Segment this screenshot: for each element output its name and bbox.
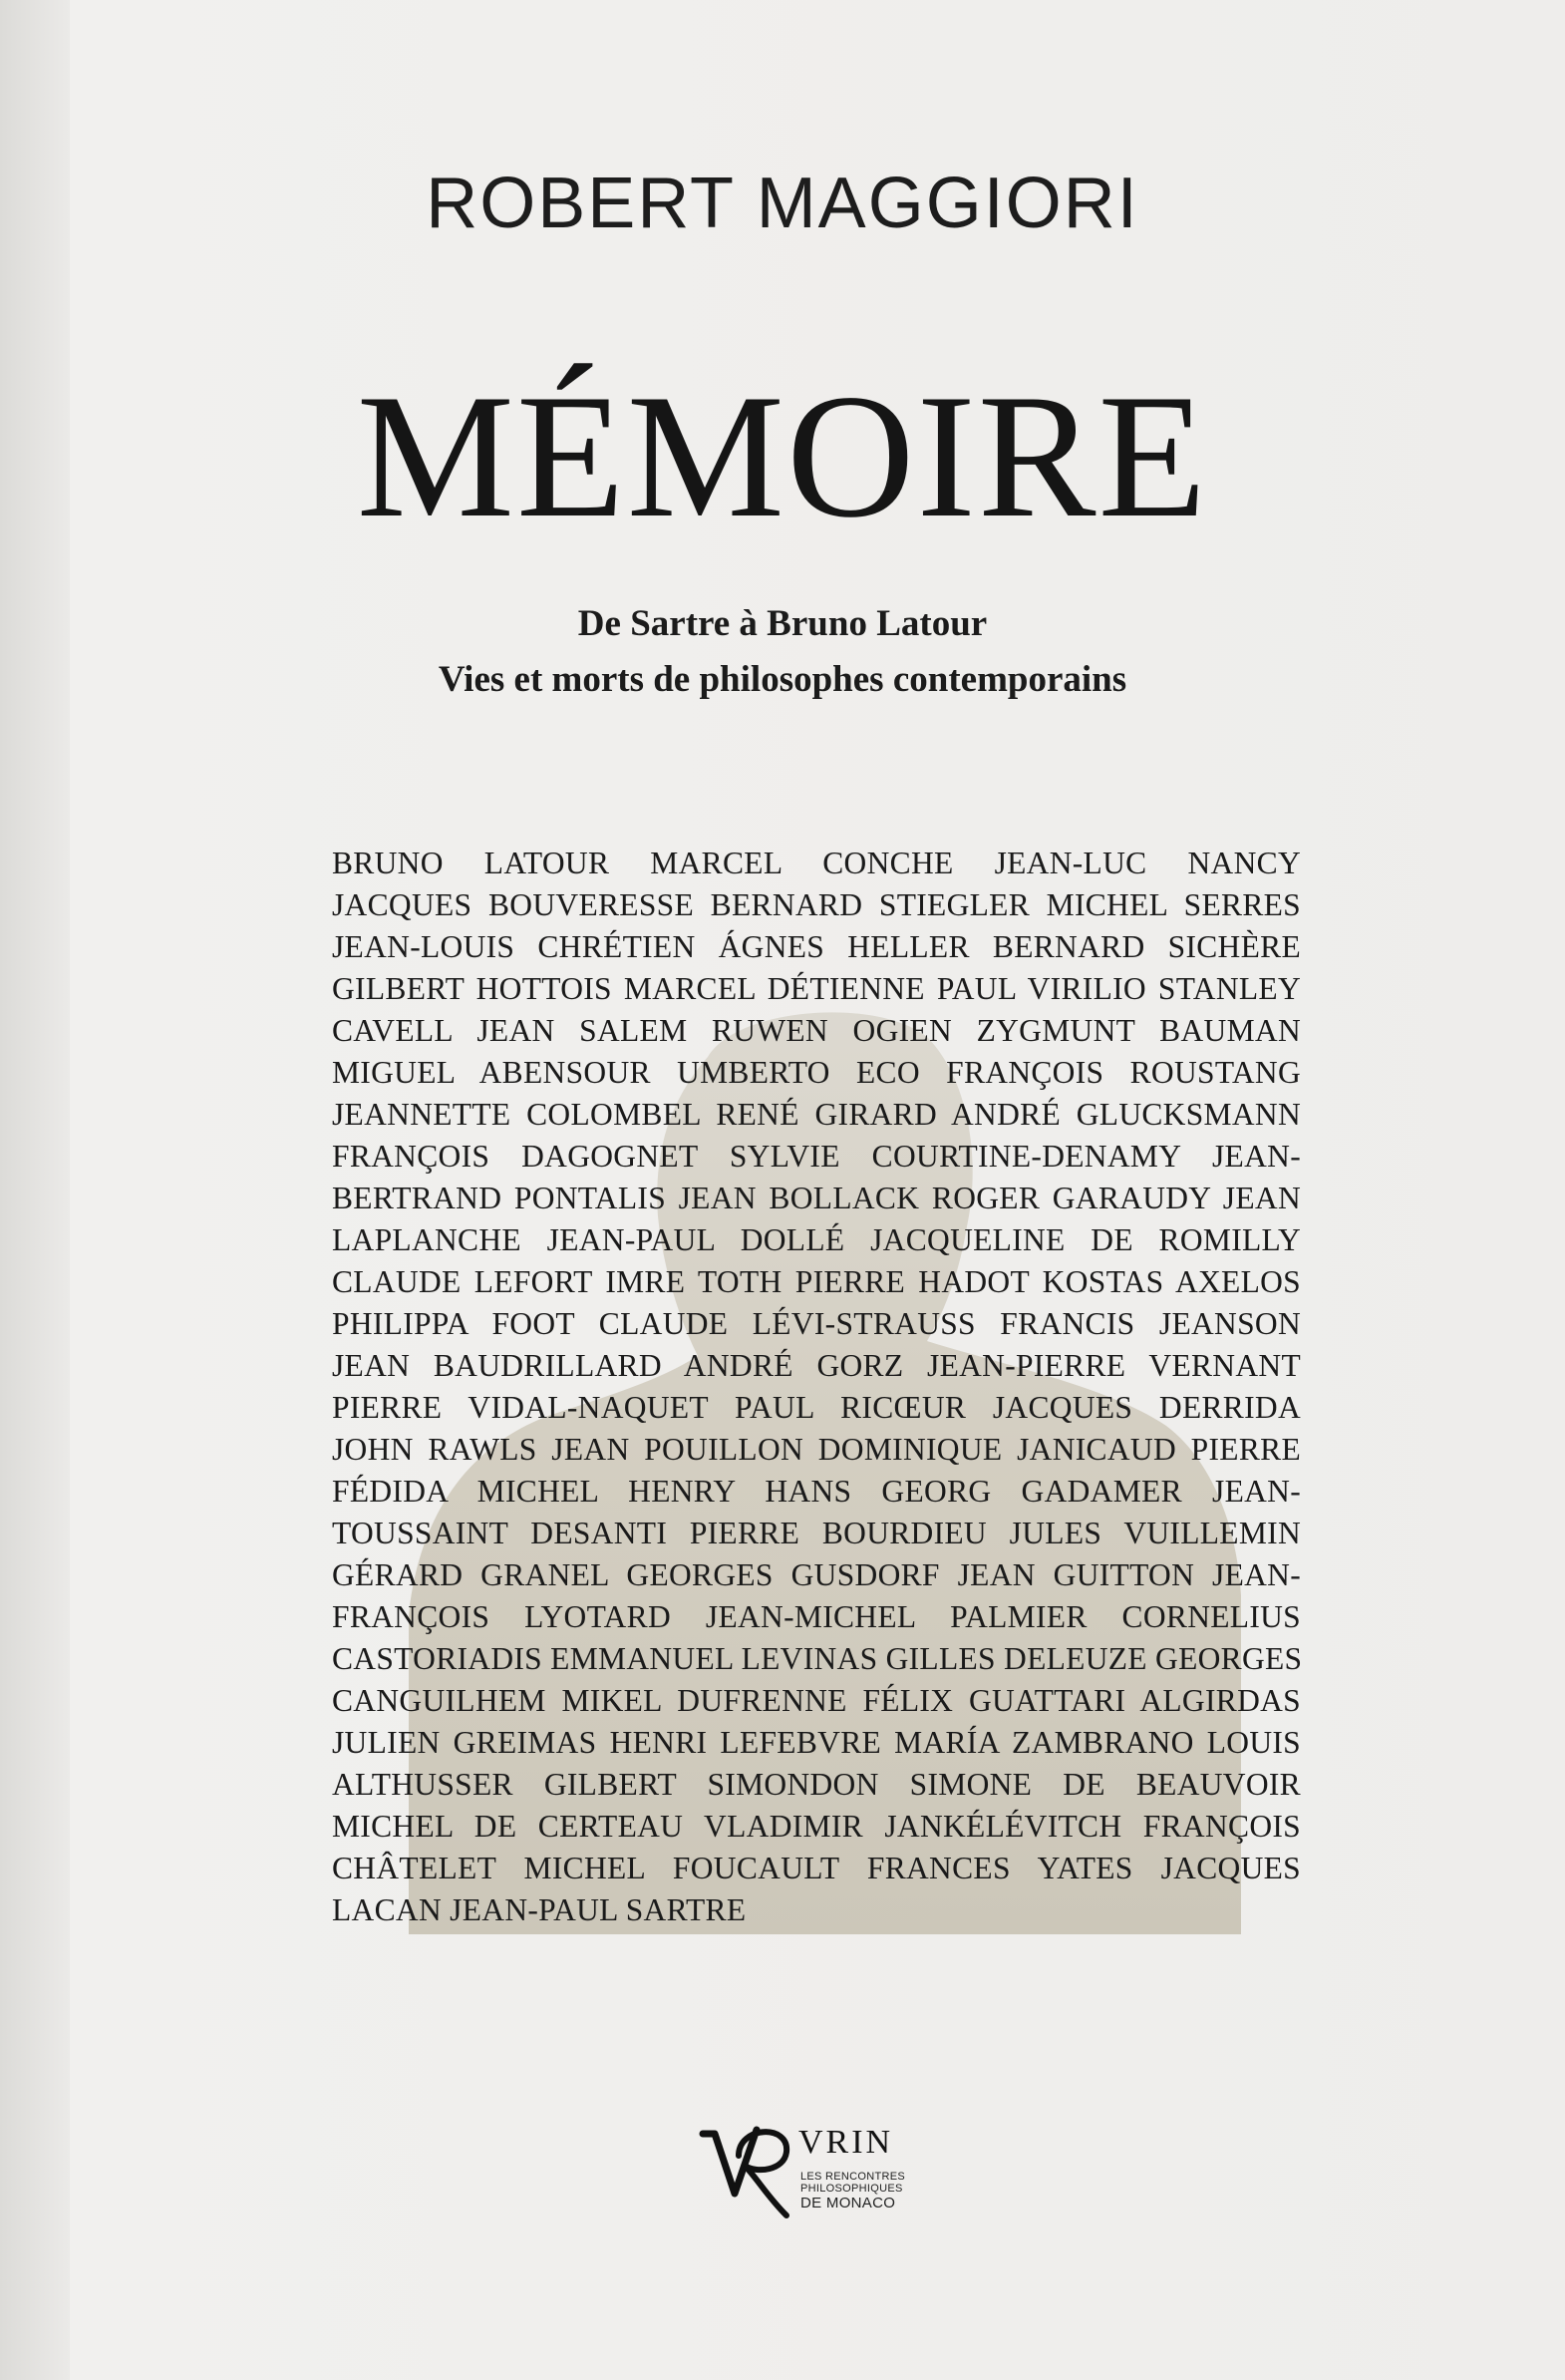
subtitle-line-1: De Sartre à Bruno Latour [577, 603, 988, 644]
imprint-line-2: PHILOSOPHIQUES [800, 2183, 903, 2195]
names-line: MICHEL DE CERTEAU VLADIMIR JANKÉLÉVITCH FRANÇOIS [332, 1809, 1301, 1844]
publisher-name: VRIN [798, 2124, 894, 2161]
names-line: CLAUDE LEFORT IMRE TOTH PIERRE HADOT KOSTAS AXELOS [332, 1264, 1301, 1299]
names-line: CASTORIADIS EMMANUEL LEVINAS GILLES DELEUZE GEORGES [332, 1641, 1303, 1676]
names-line: JULIEN GREIMAS HENRI LEFEBVRE MARÍA ZAMBRANO LOUIS [332, 1725, 1301, 1760]
cover-edge-shadow [0, 0, 70, 2380]
names-line: GILBERT HOTTOIS MARCEL DÉTIENNE PAUL VIRILIO STANLEY [332, 971, 1301, 1006]
imprint-line-1: LES RENCONTRES [800, 2171, 906, 2183]
names-line: MIGUEL ABENSOUR UMBERTO ECO FRANÇOIS ROUSTANG [332, 1055, 1301, 1090]
names-line: CAVELL JEAN SALEM RUWEN OGIEN ZYGMUNT BAUMAN [332, 1013, 1301, 1048]
names-line: PHILIPPA FOOT CLAUDE LÉVI-STRAUSS FRANCIS JEANSON [332, 1306, 1301, 1341]
publisher-logo [695, 2116, 934, 2225]
names-line: BRUNO LATOUR MARCEL CONCHE JEAN-LUC NANCY [332, 846, 1301, 880]
book-title: MÉMOIRE [356, 357, 1209, 554]
publisher-imprint [800, 2171, 905, 2211]
names-line: JEANNETTE COLOMBEL RENÉ GIRARD ANDRÉ GLUCKSMANN [332, 1097, 1301, 1132]
vrin-monogram-icon [695, 2116, 794, 2225]
names-line: CANGUILHEM MIKEL DUFRENNE FÉLIX GUATTARI ALGIRDAS [332, 1683, 1301, 1718]
names-line: FÉDIDA MICHEL HENRY HANS GEORG GADAMER JEAN- [332, 1474, 1301, 1509]
imprint-line-3: DE MONACO [800, 2195, 896, 2211]
names-line: JEAN-LOUIS CHRÉTIEN ÁGNES HELLER BERNARD SICHÈRE [332, 929, 1301, 964]
names-line: FRANÇOIS DAGOGNET SYLVIE COURTINE-DENAMY JEAN- [332, 1139, 1301, 1174]
names-line: FRANÇOIS LYOTARD JEAN-MICHEL PALMIER CORNELIUS [332, 1599, 1301, 1634]
author-name: ROBERT MAGGIORI [426, 164, 1139, 243]
names-line: LACAN JEAN-PAUL SARTRE [332, 1892, 747, 1927]
names-line: CHÂTELET MICHEL FOUCAULT FRANCES YATES JACQUES [332, 1851, 1301, 1885]
names-line: BERTRAND PONTALIS JEAN BOLLACK ROGER GARAUDY JEAN [332, 1181, 1301, 1215]
names-line: ALTHUSSER GILBERT SIMONDON SIMONE DE BEAUVOIR [332, 1767, 1301, 1802]
names-line: TOUSSAINT DESANTI PIERRE BOURDIEU JULES VUILLEMIN [332, 1516, 1301, 1550]
names-line: JEAN BAUDRILLARD ANDRÉ GORZ JEAN-PIERRE VERNANT [332, 1348, 1301, 1383]
names-line: JOHN RAWLS JEAN POUILLON DOMINIQUE JANICAUD PIERRE [332, 1432, 1301, 1467]
philosophers-names-list [332, 843, 1301, 1931]
names-line: GÉRARD GRANEL GEORGES GUSDORF JEAN GUITTON JEAN- [332, 1557, 1301, 1592]
subtitle [0, 596, 1565, 708]
subtitle-line-2: Vies et morts de philosophes contemporains [438, 659, 1127, 700]
names-line: PIERRE VIDAL-NAQUET PAUL RICŒUR JACQUES DERRIDA [332, 1390, 1301, 1425]
names-line: JACQUES BOUVERESSE BERNARD STIEGLER MICHEL SERRES [332, 887, 1301, 922]
names-line: LAPLANCHE JEAN-PAUL DOLLÉ JACQUELINE DE ROMILLY [332, 1222, 1301, 1257]
